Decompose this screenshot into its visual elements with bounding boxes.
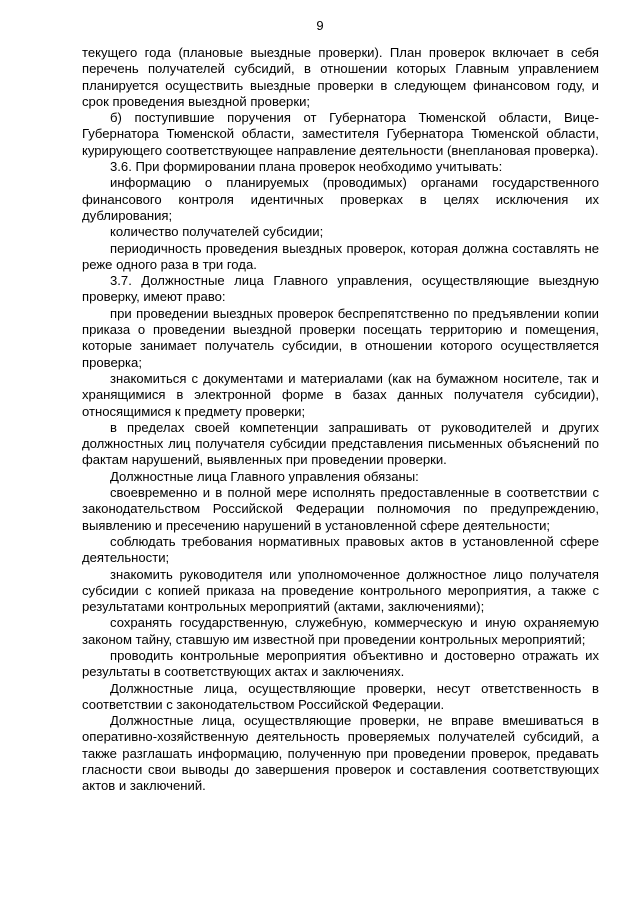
document-body xyxy=(82,45,599,795)
paragraph-continued: текущего года (плановые выездные проверки). План проверок включает в себя перечень получателей субсидий, в отношении которых Главным управлением планируется осуществить выездные проверки в следующем финансовом году, и срок проведения выездной проверки; xyxy=(82,45,599,109)
paragraph-obligations-heading: Должностные лица Главного управления обязаны: xyxy=(110,468,419,484)
paragraph-duty-regulations: соблюдать требования нормативных правовых актов в установленной сфере деятельности; xyxy=(82,533,599,566)
paragraph-periodicity: периодичность проведения выездных проверок, которая должна составлять не реже одного раза в три года. xyxy=(82,240,599,272)
paragraph-item-b: б) поступившие поручения от Губернатора Тюменской области, Вице-Губернатора Тюменской области, заместителя Губернатора Тюменской области, курирующего соответствующее направление деятельности (внеплановая проверка). xyxy=(82,110,599,158)
paragraph-duty-secrecy: сохранять государственную, служебную, коммерческую и иную охраняемую законом тайну, ставшую им известной при проведении контрольных мероприятий; xyxy=(82,615,599,647)
paragraph-right-visit: при проведении выездных проверок беспрепятственно по предъявлении копии приказа о проведении выездной проверки посещать территорию и помещения, которые занимает получатель субсидии, в отношении которого осуществляется проверка; xyxy=(82,305,599,370)
paragraph-right-request: в пределах своей компетенции запрашивать от руководителей и других должностных лиц получателя субсидии представления письменных объяснений по фактам нарушений, выявленных при проведении проверки. xyxy=(82,419,599,468)
paragraph-responsibility: Должностные лица, осуществляющие проверки, несут ответственность в соответствии с законодательством Российской Федерации. xyxy=(82,680,599,712)
paragraph-duty-powers: своевременно и в полной мере исполнять предоставленные в соответствии с законодательством Российской Федерации полномочия по предупреждению, выявлению и пресечению нарушений в установленной сфере деятельности; xyxy=(82,485,599,533)
paragraph-3-7: 3.7. Должностные лица Главного управления, осуществляющие выездную проверку, имеют право: xyxy=(82,273,599,305)
paragraph-prohibitions: Должностные лица, осуществляющие проверки, не вправе вмешиваться в оперативно-хозяйственную деятельность проверяемых получателей субсидий, а также разглашать информацию, полученную при проведении проверок, предавать гласности свои выводы до завершения проверок и составления соответствующих актов и заключений. xyxy=(82,713,599,794)
paragraph-planned-checks-info: информацию о планируемых (проводимых) органами государственного финансового контроля идентичных проверках в целях исключения их дублирования; xyxy=(82,175,599,223)
paragraph-duty-acquaint: знакомить руководителя или уполномоченное должностное лицо получателя субсидии с копией приказа на проведение контрольного мероприятия, а также с результатами контрольных мероприятий (актами, заключениями); xyxy=(82,566,599,615)
page-number: 9 xyxy=(316,18,324,33)
paragraph-duty-objectivity: проводить контрольные мероприятия объективно и достоверно отражать их результаты в соответствующих актах и заключениях. xyxy=(82,647,599,680)
paragraph-right-documents: знакомиться с документами и материалами (как на бумажном носителе, так и хранящимися в электронной форме в базах данных получателя субсидии), относящимися к предмету проверки; xyxy=(82,370,599,419)
paragraph-3-6: 3.6. При формировании плана проверок необходимо учитывать: xyxy=(110,159,503,175)
paragraph-recipients-count: количество получателей субсидии; xyxy=(110,224,324,240)
